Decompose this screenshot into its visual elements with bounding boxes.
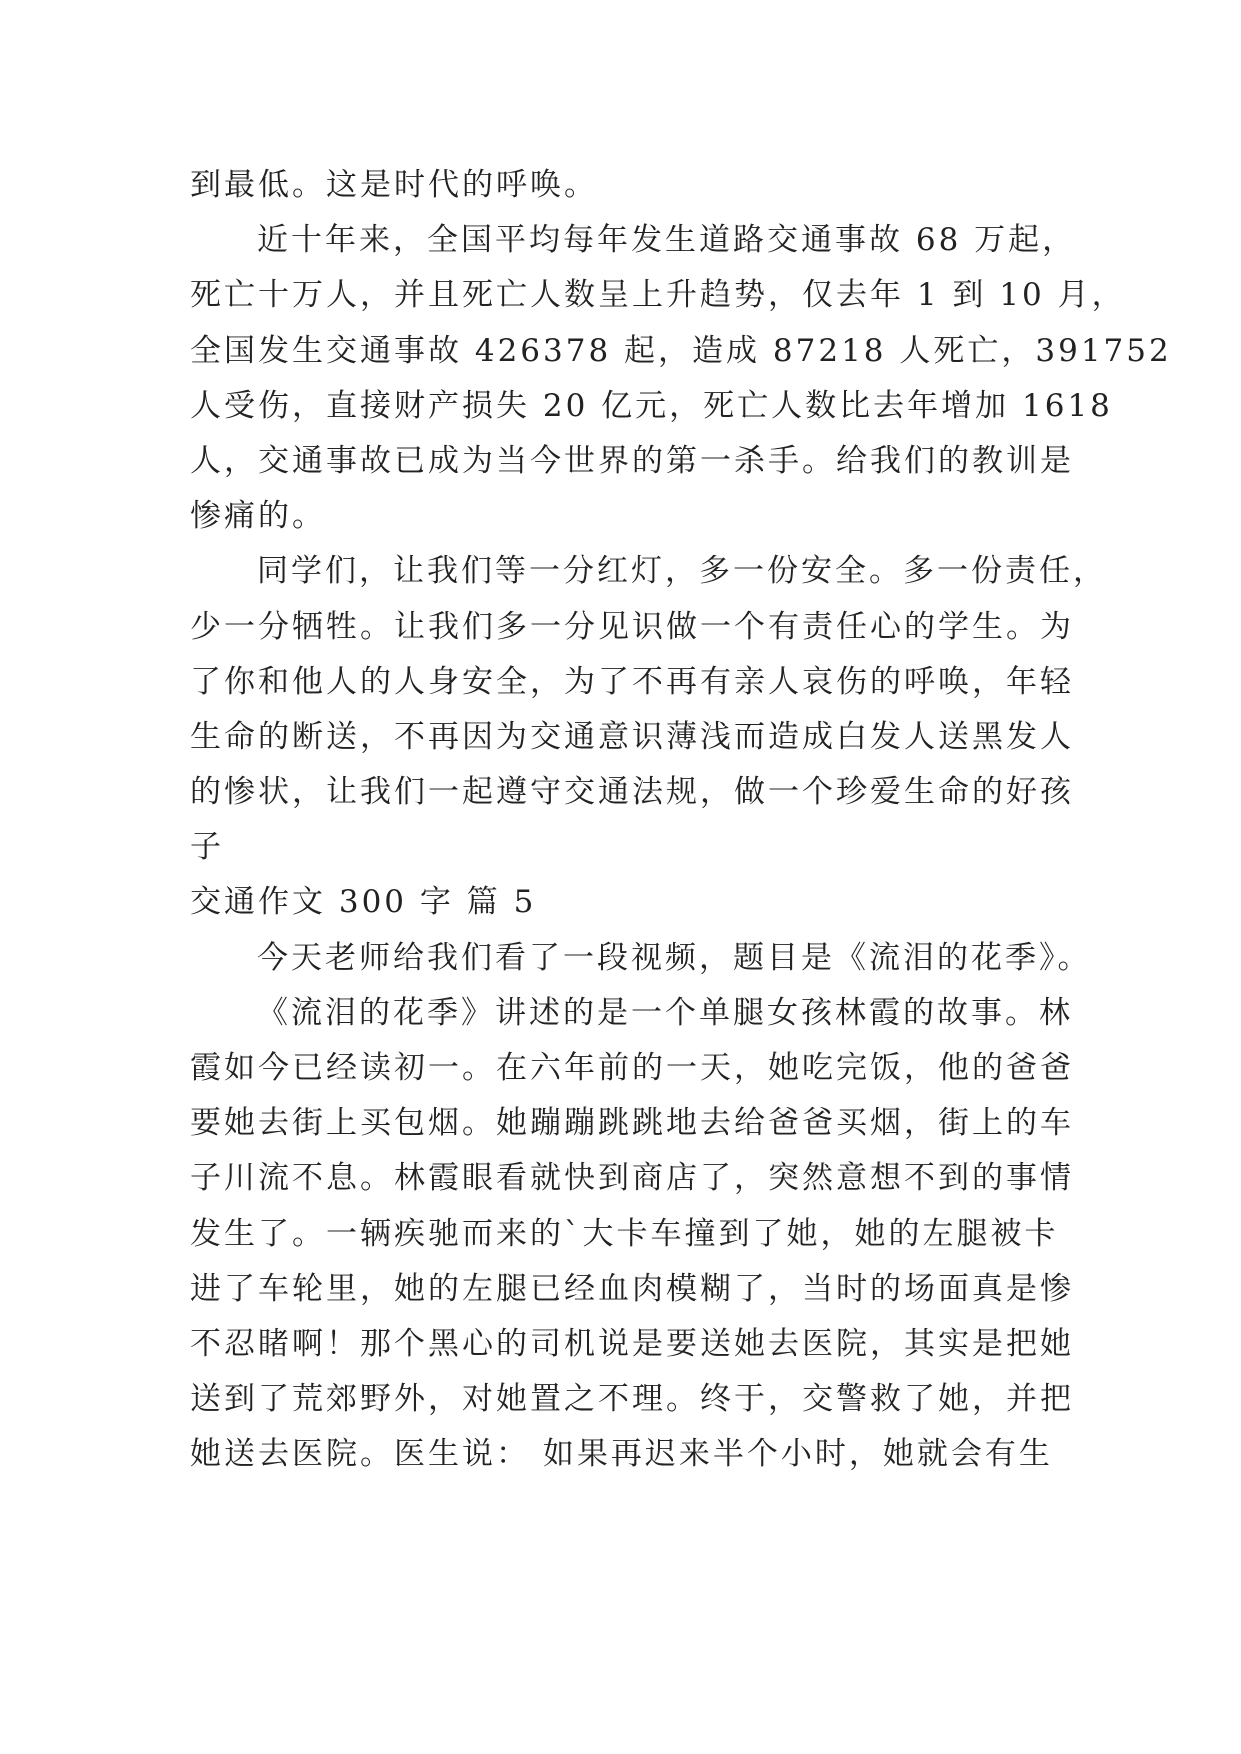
paragraph-line: 全国发生交通事故 426378 起，造成 87218 人死亡，391752 (190, 332, 1172, 369)
paragraph-line: 送到了荒郊野外，对她置之不理。终于，交警救了她，并把 (190, 1381, 1074, 1418)
paragraph-line: 生命的断送，不再因为交通意识薄浅而造成白发人送黑发人 (190, 718, 1074, 755)
section-heading: 交通作文 300 字 篇 5 (190, 884, 537, 921)
paragraph-first-line: 同学们，让我们等一分红灯，多一份安全。多一份责任， (257, 553, 1107, 590)
paragraph-line: 人，交通事故已成为当今世界的第一杀手。给我们的教训是 (190, 442, 1074, 479)
paragraph-line: 到最低。这是时代的呼唤。 (190, 167, 598, 203)
paragraph-first-line: 今天老师给我们看了一段视频，题目是《流泪的花季》。 (257, 939, 1092, 976)
paragraph-line: 了你和他人的人身安全，为了不再有亲人哀伤的呼唤，年轻 (190, 663, 1074, 700)
paragraph-first-line: 《流泪的花季》讲述的是一个单腿女孩林霞的故事。林 (257, 994, 1073, 1031)
paragraph-line: 霞如今已经读初一。在六年前的一天，她吃完饭，他的爸爸 (190, 1050, 1074, 1086)
paragraph-line: 死亡十万人，并且死亡人数呈上升趋势，仅去年 1 到 10 月， (190, 277, 1126, 314)
document-body (190, 158, 1172, 1483)
paragraph-line: 子川流不息。林霞眼看就快到商店了，突然意想不到的事情 (190, 1160, 1074, 1197)
paragraph-first-line: 近十年来，全国平均每年发生道路交通事故 68 万起， (257, 222, 1077, 259)
paragraph-line: 少一分牺牲。让我们多一分见识做一个有责任心的学生。为 (190, 608, 1074, 645)
paragraph-line: 发生了。一辆疾驰而来的`大卡车撞到了她，她的左腿被卡 (190, 1215, 1059, 1252)
paragraph-line: 要她去街上买包烟。她蹦蹦跳跳地去给爸爸买烟，街上的车 (190, 1105, 1074, 1142)
paragraph-line: 她送去医院。医生说： 如果再迟来半个小时，她就会有生 (190, 1436, 1053, 1473)
paragraph-line: 的惨状，让我们一起遵守交通法规，做一个珍爱生命的好孩 (190, 774, 1074, 811)
paragraph-line: 不忍睹啊！那个黑心的司机说是要送她去医院，其实是把她 (190, 1325, 1074, 1362)
paragraph-line: 人受伤，直接财产损失 20 亿元，死亡人数比去年增加 1618 (190, 387, 1113, 424)
paragraph-line: 进了车轮里，她的左腿已经血肉模糊了，当时的场面真是惨 (190, 1270, 1074, 1307)
paragraph-line: 子 (190, 829, 224, 866)
paragraph-line: 惨痛的。 (190, 498, 326, 535)
